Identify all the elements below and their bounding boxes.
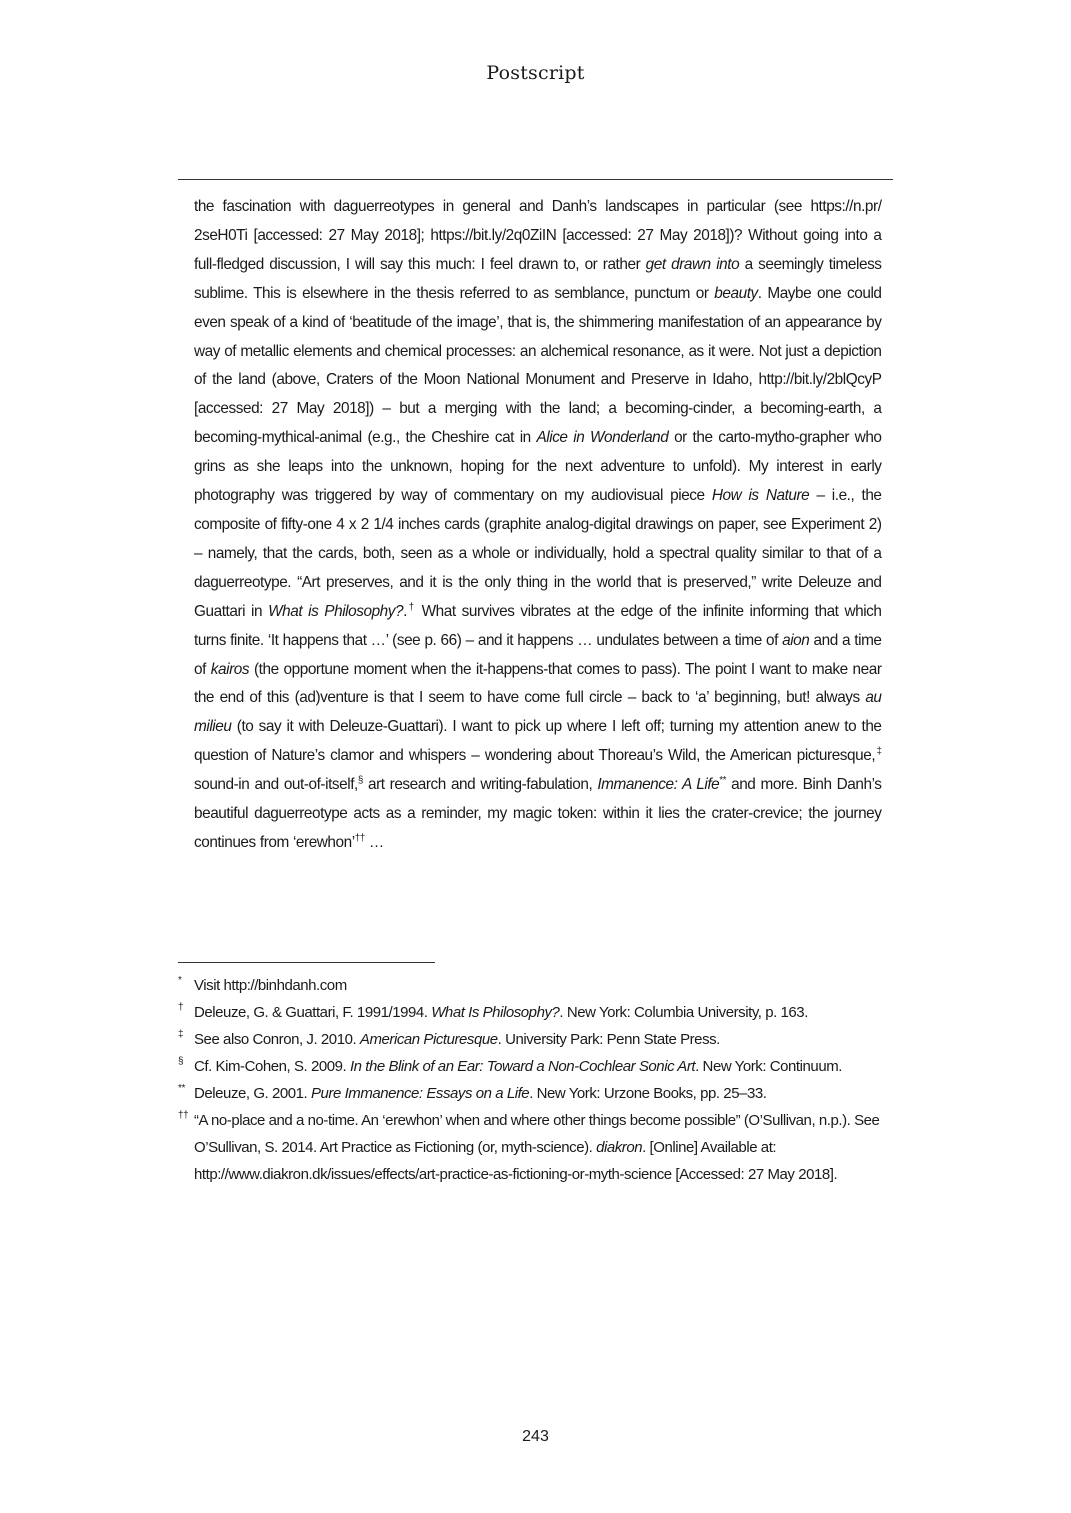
footnote-mark: †	[178, 1002, 184, 1013]
footnote-item	[178, 972, 893, 999]
italic-run: Pure Immanence: Essays on a Life	[310, 1085, 530, 1102]
header-rule	[178, 179, 893, 180]
footnote-item	[178, 999, 893, 1026]
italic-run: Alice in Wonderland	[536, 429, 669, 447]
running-head: Postscript	[486, 62, 585, 84]
footnote-item	[178, 1026, 893, 1053]
page-number: 243	[522, 1428, 549, 1445]
italic-run: Immanence: A Life	[597, 776, 720, 794]
footnote-ref-double-asterisk: **	[719, 775, 727, 787]
footnote-item	[178, 1080, 893, 1107]
footnote-mark: **	[178, 1083, 185, 1094]
footnote-item	[178, 1053, 893, 1080]
text-run: …	[364, 833, 384, 851]
footnote-item	[178, 1107, 893, 1188]
footnote-text	[194, 1004, 808, 1021]
italic-run: kairos	[210, 660, 250, 678]
text-run: Cf. Kim-Cohen, S. 2009.	[194, 1058, 350, 1075]
text-run: See also Conron, J. 2010.	[194, 1031, 360, 1048]
footnote-text	[194, 1085, 767, 1102]
text-run: . New York: Columbia University, p. 163.	[559, 1004, 808, 1021]
text-run: . New York: Urzone Books, pp. 25–33.	[529, 1085, 767, 1102]
footnote-ref-section: §	[357, 775, 363, 787]
footnote-mark: §	[178, 1056, 184, 1067]
italic-run: American Picturesque	[359, 1031, 498, 1048]
footnote-ref-double-dagger-pair: ††	[354, 832, 365, 844]
italic-run: aion	[782, 631, 810, 649]
text-run: Visit http://binhdanh.com	[194, 977, 347, 994]
text-run: “A no-place and a no-time. An ‘erewhon’ when and where other things become possible” (O’Sullivan, n.p.). See O’Sullivan, S. 2014. Art Practice as Fictioning (or, myth-science).	[194, 1112, 880, 1156]
text-run: and a time of	[194, 631, 882, 678]
text-run: or the carto-mytho-grapher who grins as she leaps into the unknown, hoping for the next adventure to unfold). My interest in early photography was triggered by way of commentary on my audiovisual piece	[194, 429, 882, 505]
footnote-text	[194, 1031, 720, 1048]
italic-run: What Is Philosophy?	[431, 1004, 560, 1021]
text-run: . [Online] Available at: http://www.diakron.dk/issues/effects/art-practice-as-fictioning-or-myth-science [Accessed: 27 May 2018].	[194, 1139, 838, 1183]
footnotes	[178, 972, 893, 1188]
text-run: sound-in and out-of-itself,	[194, 776, 358, 794]
italic-run: au milieu	[194, 689, 882, 736]
text-run: Deleuze, G. & Guattari, F. 1991/1994.	[194, 1004, 432, 1021]
body-paragraph	[194, 193, 882, 858]
footnote-mark: ‡	[178, 1029, 184, 1040]
text-run: (the opportune moment when the it-happens-that comes to pass). The point I want to make near the end of this (ad)venture is that I seem to have come full circle – back to ‘a’ beginning, but! always	[194, 660, 882, 707]
footnote-mark: *	[178, 975, 182, 986]
footnote-ref-dagger: †	[406, 601, 416, 613]
text-run: Deleuze, G. 2001.	[194, 1085, 311, 1102]
italic-run: diakron	[596, 1139, 643, 1156]
text-run: .	[403, 602, 407, 620]
footnote-text	[194, 1058, 842, 1075]
body-text	[194, 193, 882, 858]
text-run: . University Park: Penn State Press.	[497, 1031, 720, 1048]
text-run: What survives vibrates at the edge of the infinite informing that which turns finite. ‘It happens that …’ (see p. 66) – and it happens … undulates between a time of	[194, 602, 882, 649]
footnote-text	[194, 1112, 879, 1183]
footnote-rule	[178, 962, 435, 963]
italic-run: get drawn into	[645, 255, 740, 273]
text-run: the fascination with daguerreotypes in general and Danh’s landscapes in particular (see https://n.pr/ 2seH0Ti [accessed: 27 May 2018]; https://bit.ly/2q0ZiIN [accessed: 27 May 2018])? Without going into a full-fledged discussion, I will say this much: I feel drawn to, or rather	[194, 198, 882, 273]
text-run: and more. Binh Danh’s beautiful daguerreotype acts as a reminder, my magic token: within it lies the crater-crevice; the journey continues from ‘erewhon’	[194, 776, 882, 851]
italic-run: In the Blink of an Ear: Toward a Non-Cochlear Sonic Art	[349, 1058, 696, 1075]
text-run: . New York: Continuum.	[695, 1058, 842, 1075]
italic-run: beauty	[714, 284, 758, 302]
text-run: a seemingly timeless sublime. This is elsewhere in the thesis referred to as semblance, punctum or	[194, 255, 882, 302]
text-run: – i.e., the composite of fifty-one 4 x 2 1/4 inches cards (graphite analog-digital drawings on paper, see Experiment 2) – namely, that the cards, both, seen as a whole or individually, hold a spectral quality similar to that of a daguerreotype. “Art preserves, and it is the only thing in the world that is preserved,” write Deleuze and Guattari in	[194, 487, 882, 620]
footnote-text	[194, 977, 347, 994]
text-run: (to say it with Deleuze-Guattari). I want to pick up where I left off; turning my attention anew to the question of Nature’s clamor and whispers – wondering about Thoreau’s Wild, the American picturesque,	[194, 718, 882, 765]
italic-run: What is Philosophy?	[268, 602, 404, 620]
text-run: . Maybe one could even speak of a kind of ‘beatitude of the image’, that is, the shimmering manifestation of an appearance by way of metallic elements and chemical processes: an alchemical resonance, as it were. Not just a depiction of the land (above, Craters of the Moon National Monument and Preserve in Idaho, http://bit.ly/2blQcyP [accessed: 27 May 2018]) – but a merging with the land; a becoming-cinder, a becoming-earth, a becoming-mythical-animal (e.g., the Cheshire cat in	[194, 284, 882, 447]
footnote-mark: ††	[178, 1110, 189, 1121]
footnote-ref-double-dagger: ‡	[875, 746, 882, 758]
italic-run: How is Nature	[711, 487, 810, 505]
text-run: art research and writing-fabulation,	[362, 776, 598, 794]
